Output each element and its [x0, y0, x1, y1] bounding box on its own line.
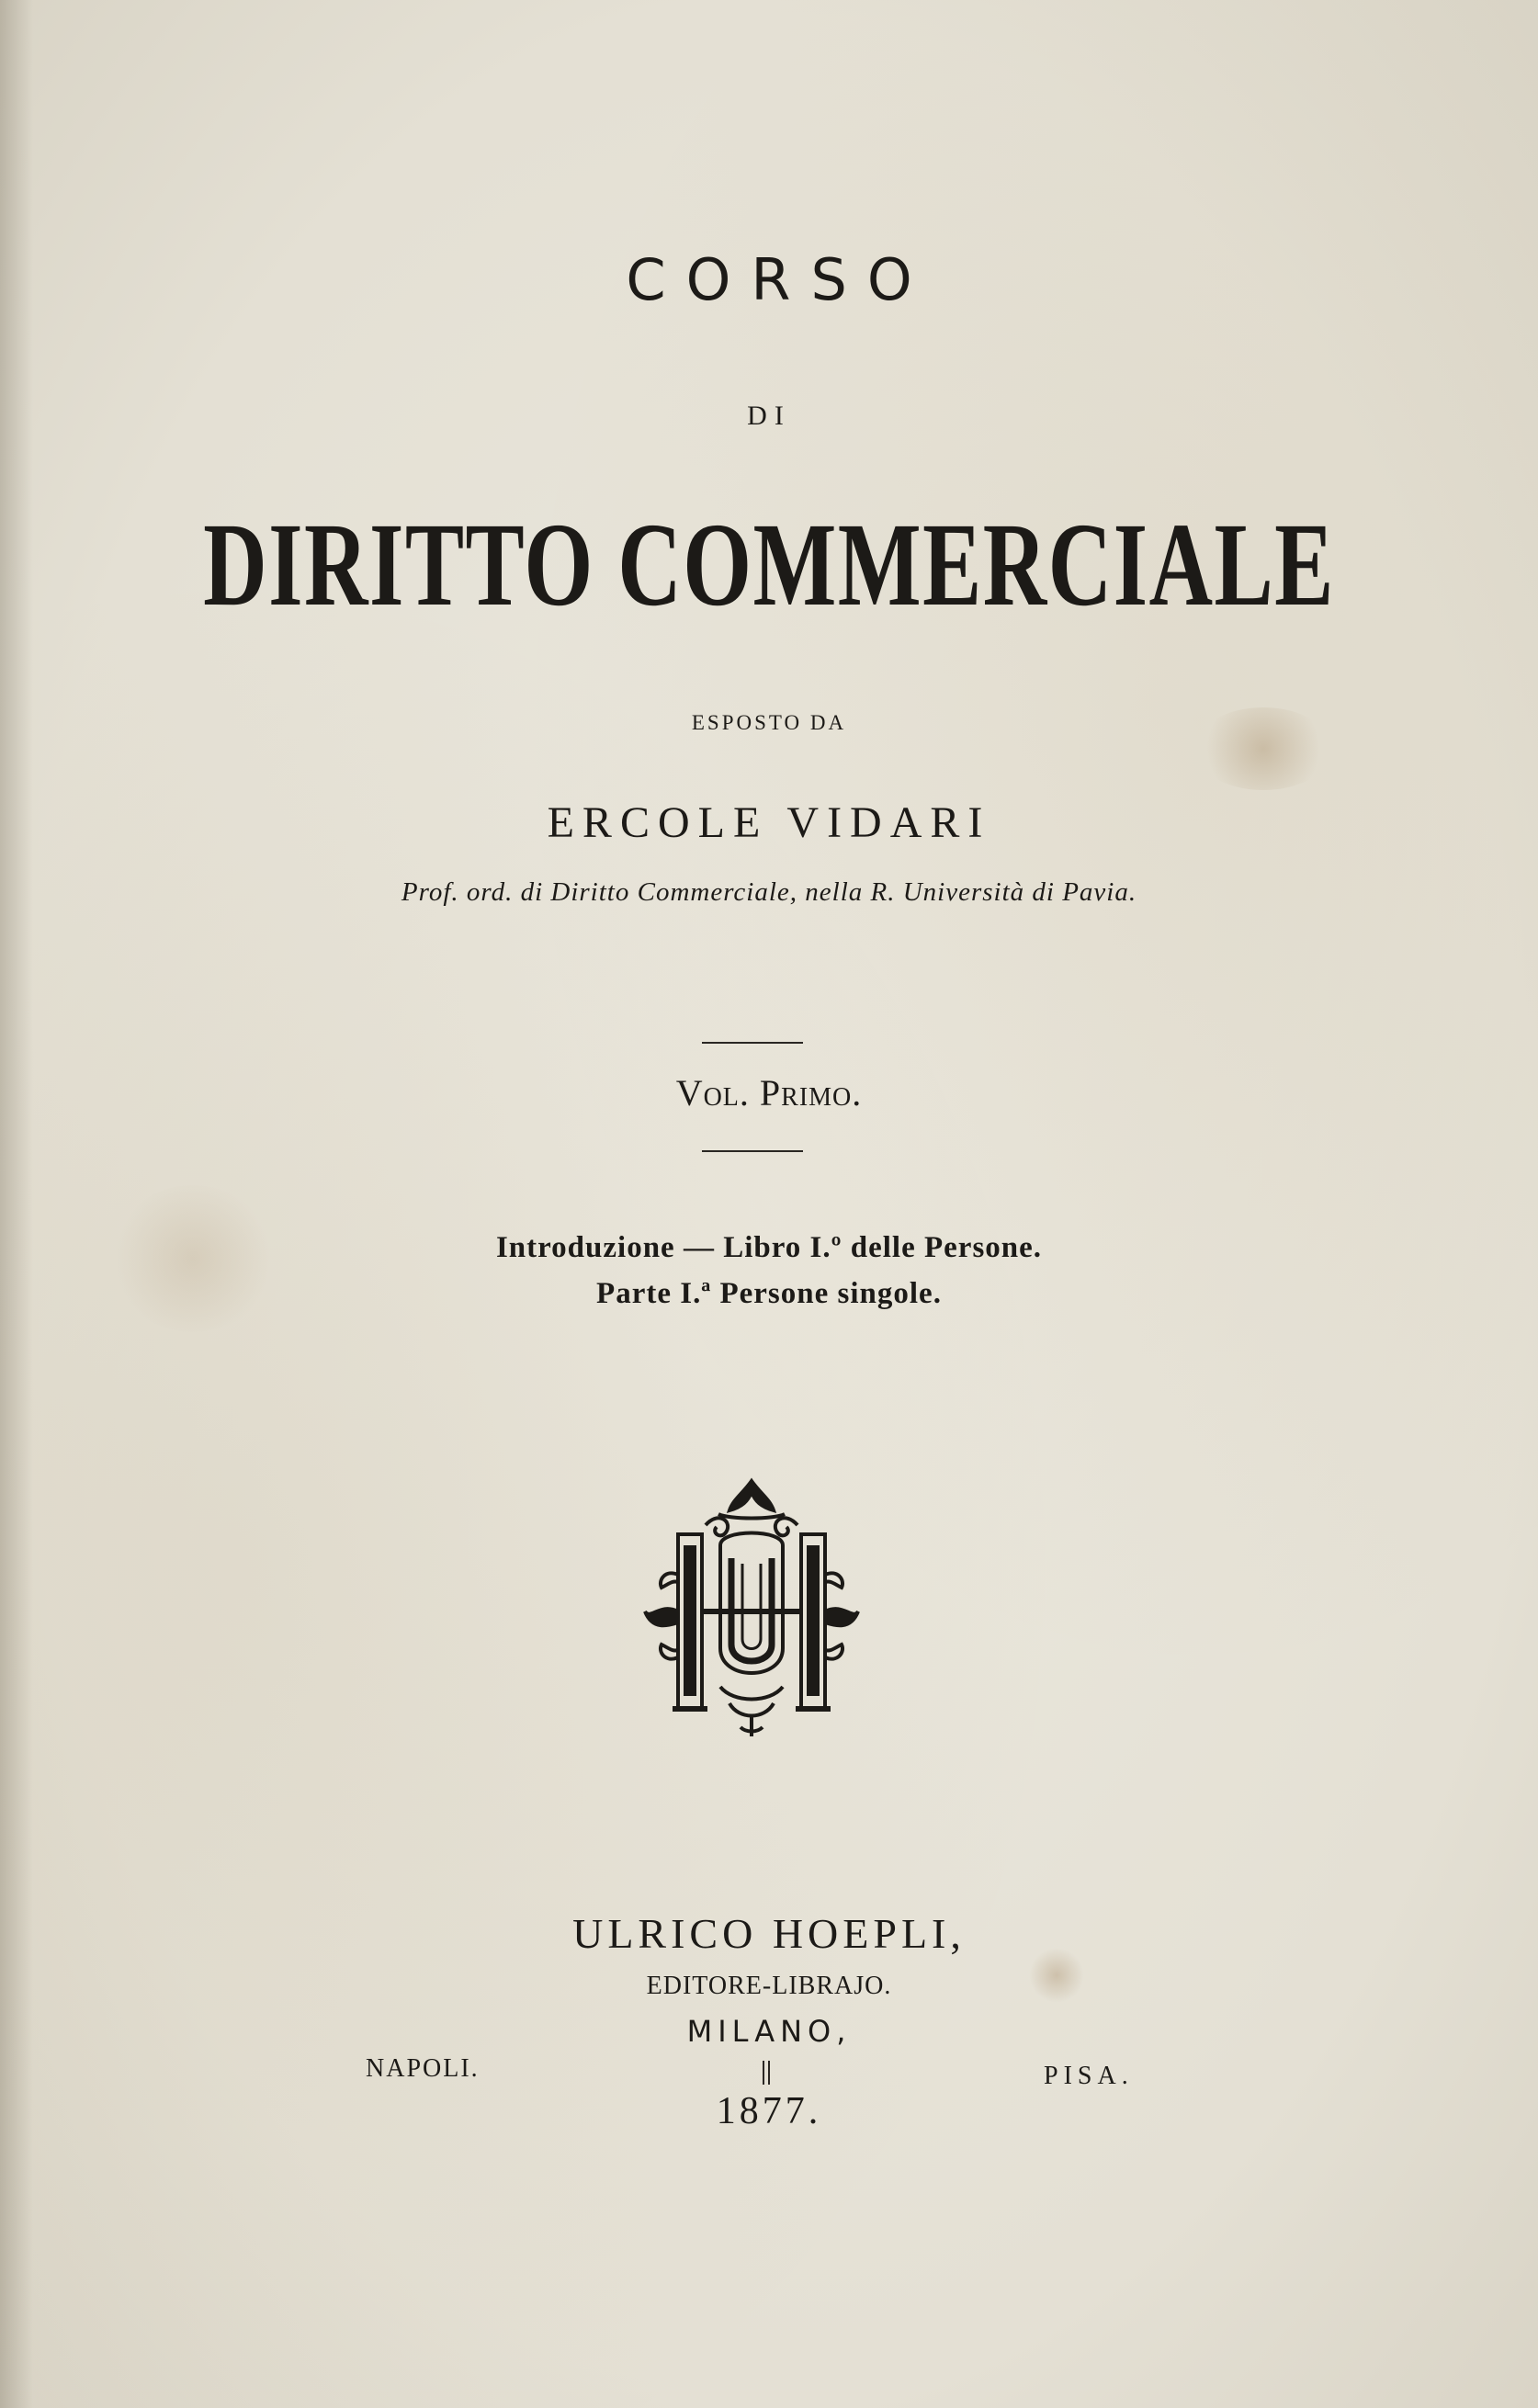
hoepli-monogram-emblem-icon: [641, 1474, 862, 1740]
imprint-separator: [763, 2061, 770, 2085]
series-word: CORSO: [626, 246, 933, 313]
title-connector: DI: [747, 401, 791, 431]
divider-rule: [702, 1042, 803, 1044]
contents-line: Parte I.ª Persone singole.: [596, 1277, 942, 1310]
city-pisa: PISA.: [1044, 2062, 1134, 2090]
publisher-name: ULRICO HOEPLI,: [572, 1910, 966, 1957]
publication-year: 1877.: [716, 2090, 822, 2132]
publisher-role: EDITORE-LIBRAJO.: [646, 1972, 892, 2000]
author-name: ERCOLE VIDARI: [547, 798, 991, 847]
main-title: DIRITTO COMMERCIALE: [203, 499, 1335, 631]
contents-line: Introduzione — Libro I.º delle Persone.: [495, 1231, 1043, 1264]
exposed-by-label: ESPOSTO DA: [691, 711, 847, 734]
volume-label: Vol. Primo.: [675, 1072, 863, 1114]
city-napoli: NAPOLI.: [366, 2054, 480, 2083]
divider-rule: [702, 1150, 803, 1152]
author-affiliation: Prof. ord. di Diritto Commerciale, nella R. Università di Pavia.: [401, 877, 1137, 907]
city-milano: MILANO,: [686, 2014, 852, 2049]
